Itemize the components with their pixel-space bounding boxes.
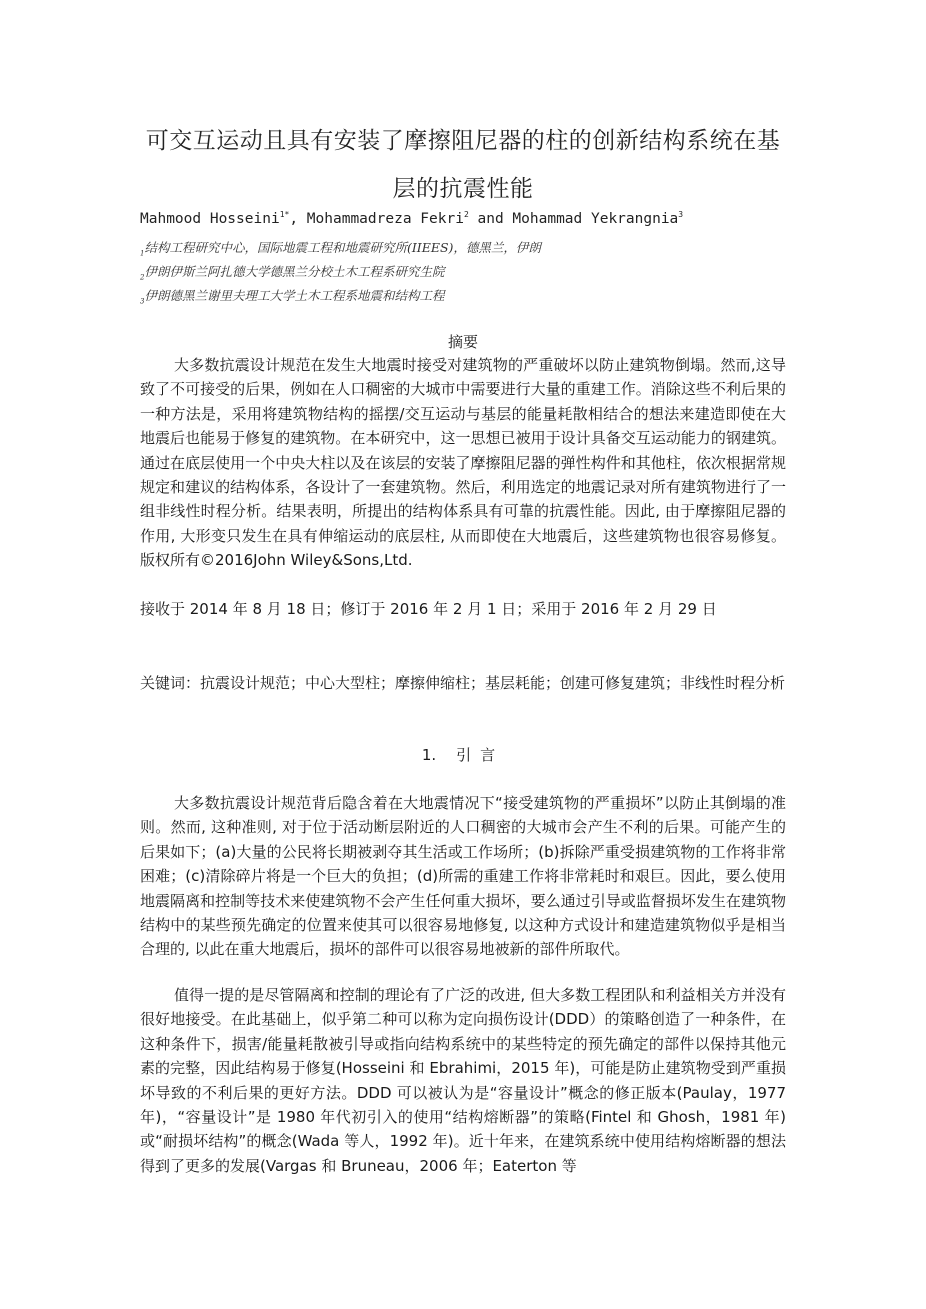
intro-paragraph-1: 大多数抗震设计规范背后隐含着在大地震情况下“接受建筑物的严重损坏”以防止其倒塌的准则。然而, 这种准则, 对于位于活动断层附近的人口稠密的大城市会产生不利的后果。可能产生的后果如下；(a)大量的公民将长期被剥夺其生活或工作场所；(b)拆除严重受损建筑物的工作将非常困难；(c)清除碎片将是一个巨大的负担；(d)所需的重建工作将非常耗时和艰巨。因此，要么使用地震隔离和控制等技术来使建筑物不会产生任何重大损坏，要么通过引导或监督损坏发生在建筑物结构中的某些预先确定的位置来使其可以很容易地修复, 以这种方式设计和建造建筑物似乎是相当合理的, 以此在重大地震后，损坏的部件可以很容易地被新的部件所取代。 bbox=[140, 794, 786, 959]
affiliation-3-marker: 3 bbox=[140, 297, 145, 306]
author-1-name: Mahmood Hosseini bbox=[140, 211, 280, 227]
intro-paragraph-2: 值得一提的是尽管隔离和控制的理论有了广泛的改进, 但大多数工程团队和利益相关方并没有很好地接受。在此基础上，似乎第二种可以称为定向损伤设计(DDD）的策略创造了一种条件，在这种条件下，损害/能量耗散被引导或指向结构系统中的某些特定的预先确定的部件以保持其他元素的完整，因此结构易于修复(Hosseini 和 Ebrahimi，2015 年)，可能是防止建筑物受到严重损坏导致的不利后果的更好方法。DDD 可以被认为是“容量设计”概念的修正版本(Paulay，1977 年)，“容量设计”是 1980 年代初引入的使用“结构熔断器”的策略(Fintel 和 Ghosh，1981 年)或“耐损坏结构”的概念(Wada 等人，1992 年)。近十年来，在建筑系统中使用结构熔断器的想法得到了更多的发展(Vargas 和 Bruneau，2006 年；Eaterton 等 bbox=[140, 986, 786, 1175]
author-3-marker: 3 bbox=[678, 210, 684, 219]
section-title: 引言 bbox=[456, 746, 505, 764]
author-2-marker: 2 bbox=[463, 210, 469, 219]
section-heading bbox=[0, 744, 926, 765]
affiliation-3-text: 伊朗德黑兰谢里夫理工大学土木工程系地震和结构工程 bbox=[144, 288, 445, 303]
abstract-body: 大多数抗震设计规范在发生大地震时接受对建筑物的严重破坏以防止建筑物倒塌。然而,这导致了不可接受的后果，例如在人口稠密的大城市中需要进行大量的重建工作。消除这些不利后果的一种方法是，采用将建筑物结构的摇摆/交互运动与基层的能量耗散相结合的想法来建造即使在大地震后也能易于修复的建筑物。在本研究中，这一思想已被用于设计具备交互运动能力的钢建筑。通过在底层使用一个中央大柱以及在该层的安装了摩擦阻尼器的弹性构件和其他柱，依次根据常规规定和建议的结构体系，各设计了一套建筑物。然后，利用选定的地震记录对所有建筑物进行了一组非线性时程分析。结果表明，所提出的结构体系具有可靠的抗震性能。因此, 由于摩擦阻尼器的作用, 大形变只发生在具有伸缩运动的底层柱, 从而即使在大地震后，这些建筑物也很容易修复。 版权所有©2016John Wiley&Sons,Ltd. bbox=[140, 356, 786, 570]
affiliation-2 bbox=[140, 262, 444, 282]
author-separator: , bbox=[289, 211, 307, 227]
affiliation-3 bbox=[140, 286, 444, 306]
author-3-name: Mohammad Yekrangnia bbox=[512, 211, 679, 227]
affiliation-2-text: 伊朗伊斯兰阿扎德大学德黑兰分校土木工程系研究生院 bbox=[144, 264, 445, 279]
affiliation-2-marker: 2 bbox=[140, 273, 145, 282]
affiliation-1-text: 结构工程研究中心，国际地震工程和地震研究所(IIEES)，德黑兰，伊朗 bbox=[144, 240, 541, 255]
author-separator-and: and bbox=[468, 211, 513, 227]
author-list bbox=[140, 211, 683, 227]
received-dates: 接收于 2014 年 8 月 18 日；修订于 2016 年 2 月 1 日；采用于 2016 年 2 月 29 日 bbox=[140, 600, 717, 618]
author-2-name: Mohammadreza Fekri bbox=[306, 211, 464, 227]
keywords: 关键词：抗震设计规范；中心大型柱；摩擦伸缩柱；基层耗能；创建可修复建筑；非线性时程分析 bbox=[140, 674, 786, 692]
affiliation-1-marker: 1 bbox=[140, 249, 145, 258]
author-1-marker: 1* bbox=[279, 210, 290, 219]
paper-title-line-1: 可交互运动且具有安装了摩擦阻尼器的柱的创新结构系统在基 bbox=[145, 128, 781, 154]
abstract-heading: 摘要 bbox=[447, 333, 478, 351]
paper-title-line-2: 层的抗震性能 bbox=[392, 176, 534, 202]
affiliation-1 bbox=[140, 238, 541, 258]
section-number: 1. bbox=[421, 746, 437, 764]
